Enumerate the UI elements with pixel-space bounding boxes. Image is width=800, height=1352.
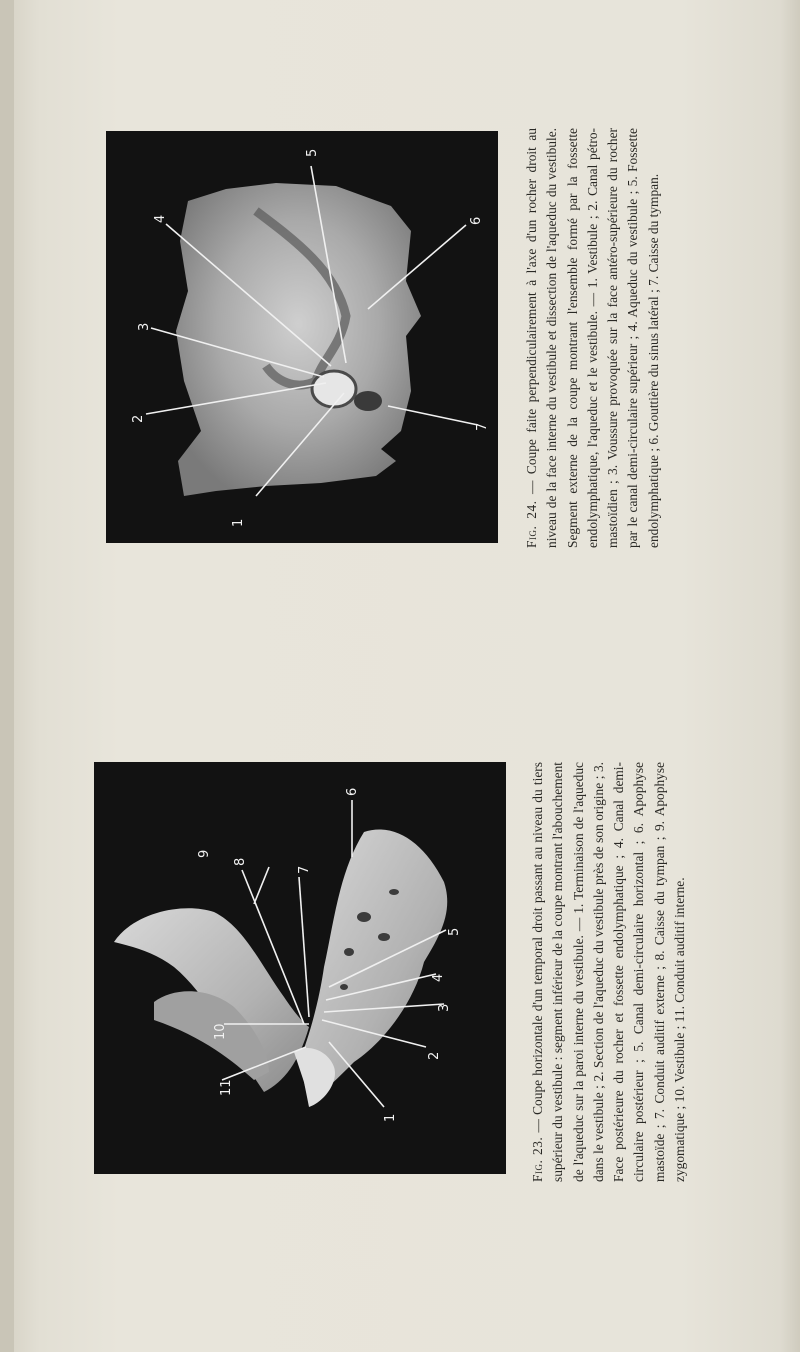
callout-8: 8 <box>233 857 248 866</box>
bone-section <box>176 183 421 496</box>
callout-1: 1 <box>231 518 246 527</box>
callout-5: 5 <box>447 927 462 936</box>
callout-5: 5 <box>305 148 320 157</box>
book-spine-shadow <box>0 0 14 1352</box>
figure-23-caption-text: — Coupe horizontale d'un temporal droit passant au niveau du tiers supérieur du vestibule : segment inférieur de la coupe montrant l'abouchement de l'aqueduc sur la paroi interne du vestibule. — 1. Terminaison de l'aqueduc dans le vestibule ; 2. Section de l'aqueduc du vestibule près de son origine ; 3. Face postérieure du rocher et fossette endolymphatique ; 4. Canal demi-circulaire postérieur ; 5. Canal demi-circulaire horizontal ; 6. Apophyse mastoïde ; 7. Conduit auditif externe ; 8. Caisse du tympan ; 9. Apophyse zygomatique ; 10. Vestibule ; 11. Conduit auditif interne. <box>530 762 688 1182</box>
callout-7: 7 <box>297 865 312 874</box>
callout-1: 1 <box>383 1113 398 1122</box>
figure-23-photograph <box>94 762 506 1174</box>
figure-24-specimen <box>106 131 498 543</box>
figure-23-caption <box>528 762 690 1182</box>
callout-3: 3 <box>437 1003 452 1012</box>
callout-11: 11 <box>219 1079 234 1096</box>
figure-24-label: Fig. 24. <box>524 500 539 548</box>
callout-3: 3 <box>137 322 152 331</box>
callout-6: 6 <box>345 787 360 796</box>
callout-4: 4 <box>153 214 168 223</box>
figure-23-specimen <box>94 762 506 1174</box>
callout-6: 6 <box>469 216 484 225</box>
figure-24-caption-text: — Coupe faite perpendiculairement à l'axe d'un rocher droit au niveau de la face interne du vestibule et dissection de l'aqueduc du vestibule. Segment externe de la coupe montrant l'ensemble formé par la fossette endolymphatique, l'aqueduc et le vestibule. — 1. Vestibule ; 2. Canal pétro-mastoïdien ; 3. Voussure provoquée sur la face antéro-supérieure du rocher par le canal demi-circulaire supérieur ; 4. Aqueduc du vestibule ; 5. Fossette endolymphatique ; 6. Gouttière du sinus latéral ; 7. Caisse du tympan. <box>524 128 661 548</box>
callout-2: 2 <box>131 414 146 423</box>
callout-2: 2 <box>427 1051 442 1060</box>
figure-24-photograph <box>106 131 498 543</box>
figure-24-caption <box>522 128 664 548</box>
callout-10: 10 <box>213 1023 228 1040</box>
callout-4: 4 <box>431 973 446 982</box>
figure-23-label: Fig. 23. <box>530 1136 545 1182</box>
vestibule-cavity <box>312 371 356 407</box>
callout-9: 9 <box>197 849 212 858</box>
callout-7: 7 <box>475 422 490 431</box>
